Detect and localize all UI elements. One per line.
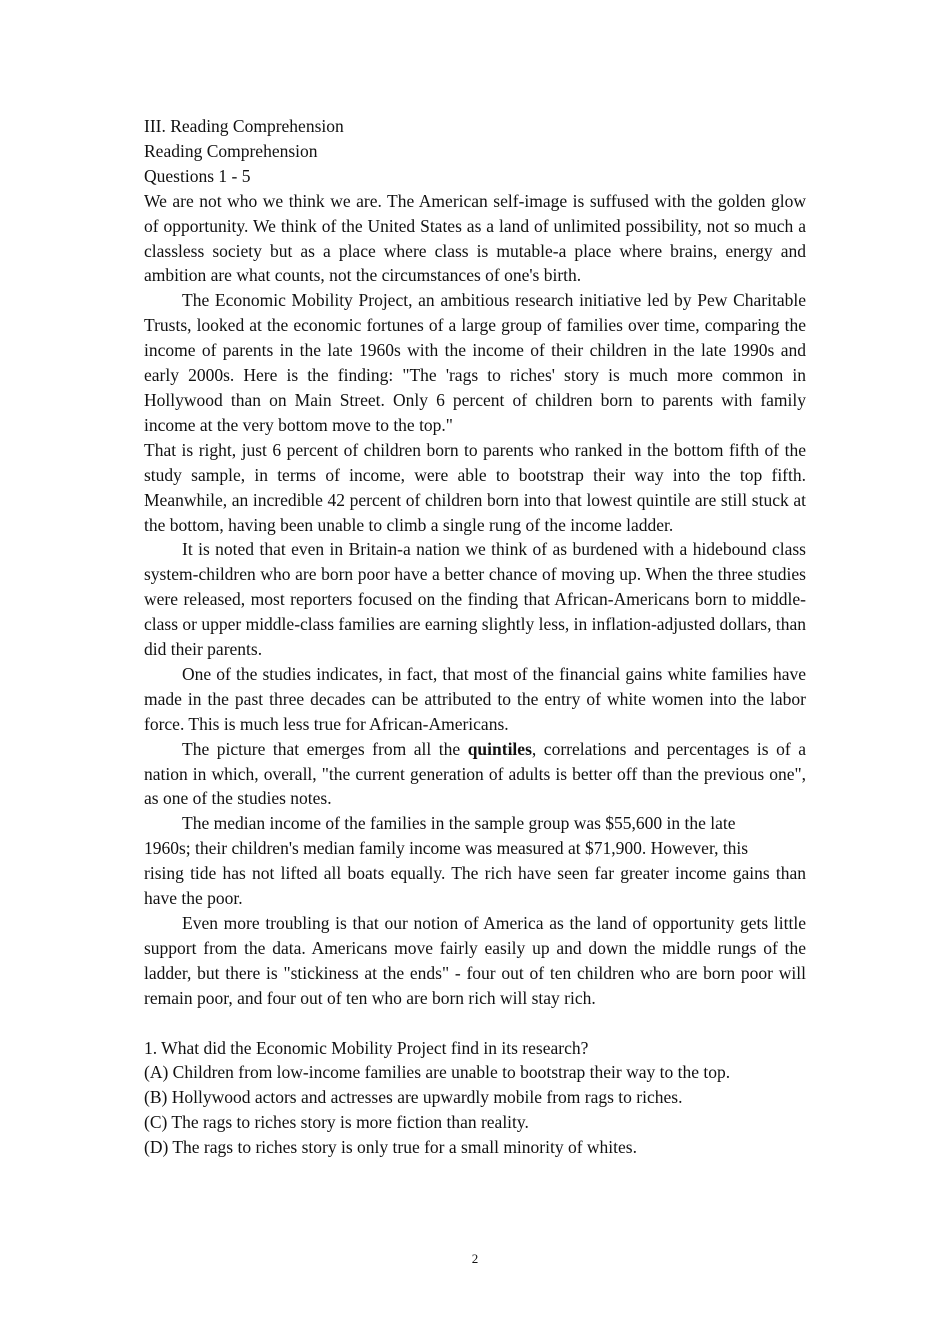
passage-paragraph-3: That is right, just 6 percent of children born to parents who ranked in the bottom fifth of the study sample, in terms of income, were able to bootstrap their way into the top fifth. Meanwhile, an incredible 42 percent of children born into that lowest quintile are still stuck at the bottom, having been unable to climb a single rung of the income ladder. xyxy=(144,439,806,535)
passage-paragraph-2: The Economic Mobility Project, an ambitious research initiative led by Pew Charitable Trusts, looked at the economic fortunes of a large group of families over time, comparing the income of parents in the late 1960s with the income of their children in the late 1990s and early 2000s. Here is the finding: "The 'rags to riches' story is much more common in Hollywood than on Main Street. Only 6 percent of children born to parents with family income at the very bottom move to the top." xyxy=(144,290,806,435)
paragraph-7-line-2: 1960s; their children's median family income was measured at $71,900. However, this xyxy=(144,838,749,859)
section-subtitle: Reading Comprehension xyxy=(144,140,318,161)
passage-paragraph-7 xyxy=(144,811,806,911)
spacer xyxy=(144,1011,806,1036)
passage-paragraph-8: Even more troubling is that our notion of America as the land of opportunity gets little support from the data. Americans move fairly easily up and down the middle rungs of the ladder, but there is "stickiness at the ends" - four out of ten children who are born poor will remain poor, and four out of ten who are born rich will stay rich. xyxy=(144,913,806,1008)
paragraph-6-lead: The picture that emerges from all the xyxy=(182,738,468,759)
option-b: (B) Hollywood actors and actresses are upwardly mobile from rags to riches. xyxy=(144,1087,683,1108)
passage-paragraph-4: It is noted that even in Britain-a nation we think of as burdened with a hidebound class system-children who are born poor have a better chance of moving up. When the three studies were released, most reporters focused on the finding that African-Americans born to middle-class or upper middle-class families are earning slightly less, in inflation-adjusted dollars, than did their parents. xyxy=(144,539,806,660)
question-stem: 1. What did the Economic Mobility Project find in its research? xyxy=(144,1037,589,1058)
option-c: (C) The rags to riches story is more fiction than reality. xyxy=(144,1112,529,1133)
quintiles-term: quintiles xyxy=(467,738,532,759)
option-d: (D) The rags to riches story is only true for a small minority of whites. xyxy=(144,1137,637,1158)
document-body xyxy=(144,114,806,1160)
section-heading: III. Reading Comprehension xyxy=(144,116,344,136)
paragraph-6-tail: , correlations and percentages is of a nation in which, overall, "the current generation of adults is better off than the previous one", as one of the studies notes. xyxy=(144,738,806,809)
paragraph-7-line-1: The median income of the families in the sample group was $55,600 in the late xyxy=(182,813,736,834)
option-a: (A) Children from low-income families are unable to bootstrap their way to the top. xyxy=(144,1062,731,1083)
passage-paragraph-1: We are not who we think we are. The American self-image is suffused with the golden glow of opportunity. We think of the United States as a land of unlimited possibility, not so much a classless society but as a place where class is mutable-a place where brains, energy and ambition are what counts, not the circumstances of one's birth. xyxy=(144,190,806,286)
paragraph-7-rest: rising tide has not lifted all boats equally. The rich have seen far greater income gains than have the poor. xyxy=(144,863,806,909)
passage-paragraph-5: One of the studies indicates, in fact, that most of the financial gains white families have made in the past three decades can be attributed to the entry of white women into the labor force. This is much less true for African-Americans. xyxy=(144,663,806,734)
page-number: 2 xyxy=(471,1251,479,1266)
passage-paragraph-6 xyxy=(144,737,806,812)
questions-range: Questions 1 - 5 xyxy=(144,165,251,186)
